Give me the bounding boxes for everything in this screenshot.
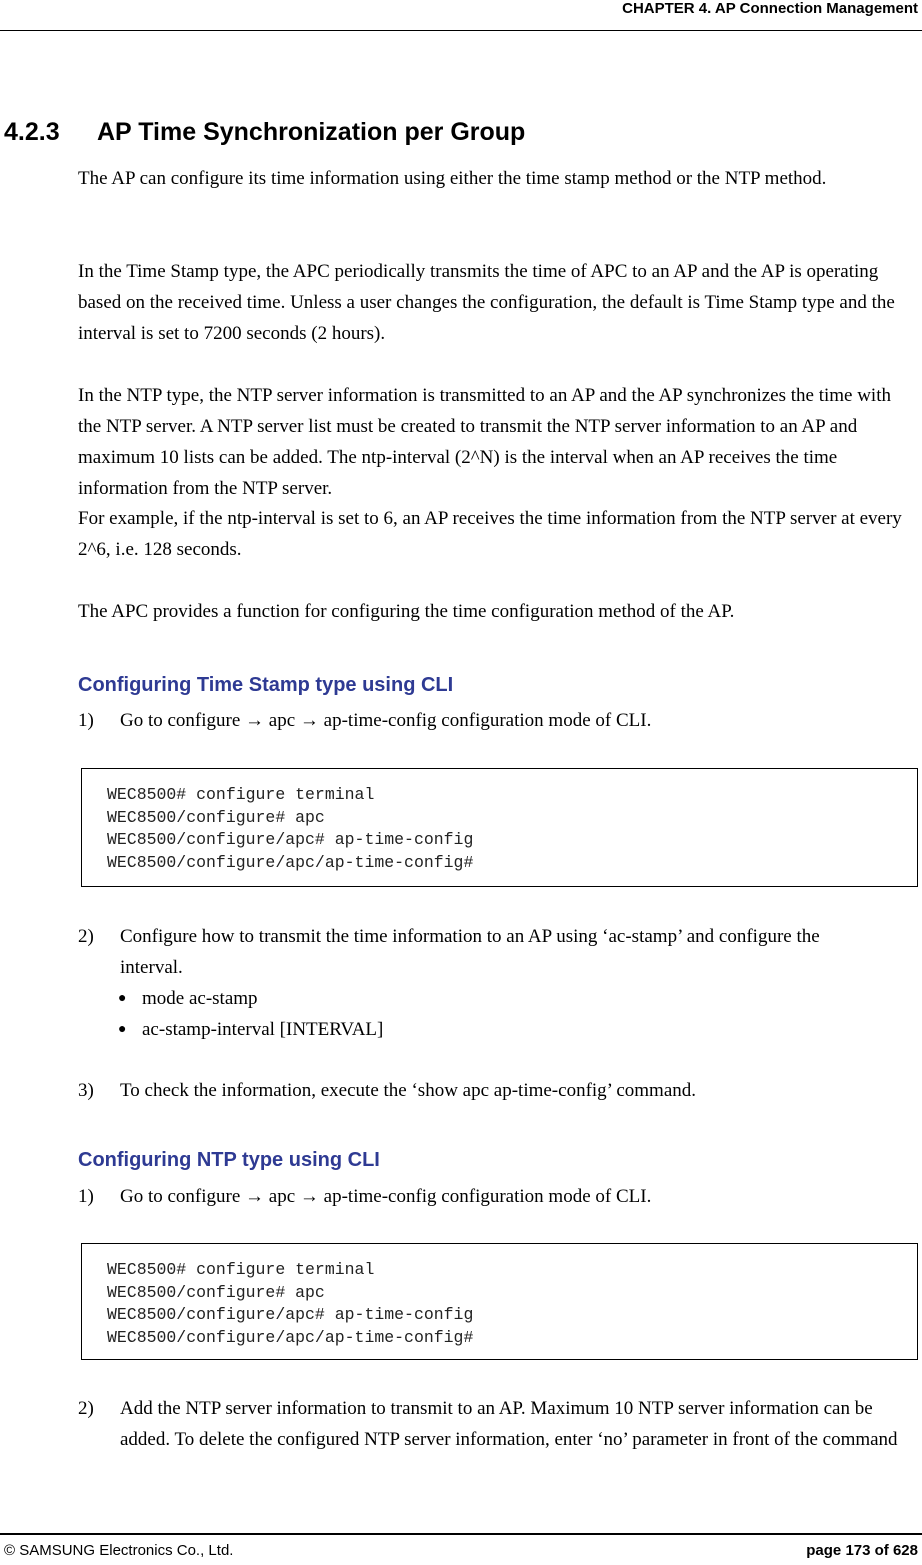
code-line: WEC8500/configure/apc# ap-time-config	[107, 1305, 474, 1324]
step-number: 1)	[78, 710, 94, 731]
code-line: WEC8500/configure/apc/ap-time-config#	[107, 1327, 474, 1347]
step-text: To check the information, execute the ‘show apc ap-time-config’ command.	[120, 1080, 697, 1101]
section-title: AP Time Synchronization per Group	[97, 118, 526, 146]
bullet-text: ac-stamp-interval [INTERVAL]	[142, 1019, 384, 1040]
apc-function-paragraph: The APC provides a function for configuring the time configuration method of the AP.	[78, 601, 735, 622]
ntp-subheading: Configuring NTP type using CLI	[78, 1149, 380, 1171]
code-line: WEC8500/configure/apc# ap-time-config	[107, 830, 474, 849]
step-number: 2)	[78, 1398, 94, 1419]
page-header	[0, 0, 922, 31]
timestamp-code-block	[81, 768, 918, 887]
page-footer	[0, 1533, 922, 1559]
chapter-title: CHAPTER 4. AP Connection Management	[622, 0, 918, 17]
step-number: 3)	[78, 1080, 94, 1101]
step-text: Go to configure → apc → ap-time-config configuration mode of CLI.	[120, 710, 652, 731]
step-text: Configure how to transmit the time information to an AP using ‘ac-stamp’ and configure the interval.	[120, 926, 820, 978]
section-number: 4.2.3	[4, 118, 60, 146]
timestamp-subheading: Configuring Time Stamp type using CLI	[78, 674, 454, 696]
copyright: © SAMSUNG Electronics Co., Ltd.	[4, 1542, 234, 1559]
code-line: WEC8500# configure terminal	[107, 785, 375, 804]
step-text: Go to configure → apc → ap-time-config configuration mode of CLI.	[120, 1186, 652, 1207]
step-number: 2)	[78, 926, 94, 947]
step-number: 1)	[78, 1186, 94, 1207]
section-heading	[4, 118, 525, 147]
code-line: WEC8500/configure# apc	[107, 807, 325, 827]
ntp-code-block	[81, 1243, 918, 1360]
step-text: Add the NTP server information to transmit to an AP. Maximum 10 NTP server information can be added. To delete the configured NTP server information, enter ‘no’ parameter in front of the command	[120, 1398, 898, 1450]
timestamp-paragraph: In the Time Stamp type, the APC periodically transmits the time of APC to an AP and the AP is operating based on the received time. Unless a user changes the configuration, the default is Time Stamp type and the interval is set to 7200 seconds (2 hours).	[78, 261, 895, 344]
code-line: WEC8500# configure terminal	[107, 1260, 375, 1279]
bullet-icon: ●	[118, 991, 127, 1006]
ntp-paragraph: In the NTP type, the NTP server information is transmitted to an AP and the AP synchronizes the time with the NTP server. A NTP server list must be created to transmit the NTP server information to an AP and maximum 10 lists can be added. The ntp-interval (2^N) is the interval when an AP receives the time information from the NTP server.	[78, 385, 891, 499]
intro-paragraph: The AP can configure its time information using either the time stamp method or the NTP method.	[78, 168, 827, 189]
page-number: page 173 of 628	[806, 1542, 918, 1559]
code-line: WEC8500/configure/apc/ap-time-config#	[107, 852, 474, 872]
example-paragraph: For example, if the ntp-interval is set to 6, an AP receives the time information from the NTP server at every 2^6, i.e. 128 seconds.	[78, 508, 902, 560]
bullet-icon: ●	[118, 1022, 127, 1037]
code-line: WEC8500/configure# apc	[107, 1282, 325, 1302]
bullet-text: mode ac-stamp	[142, 988, 258, 1009]
